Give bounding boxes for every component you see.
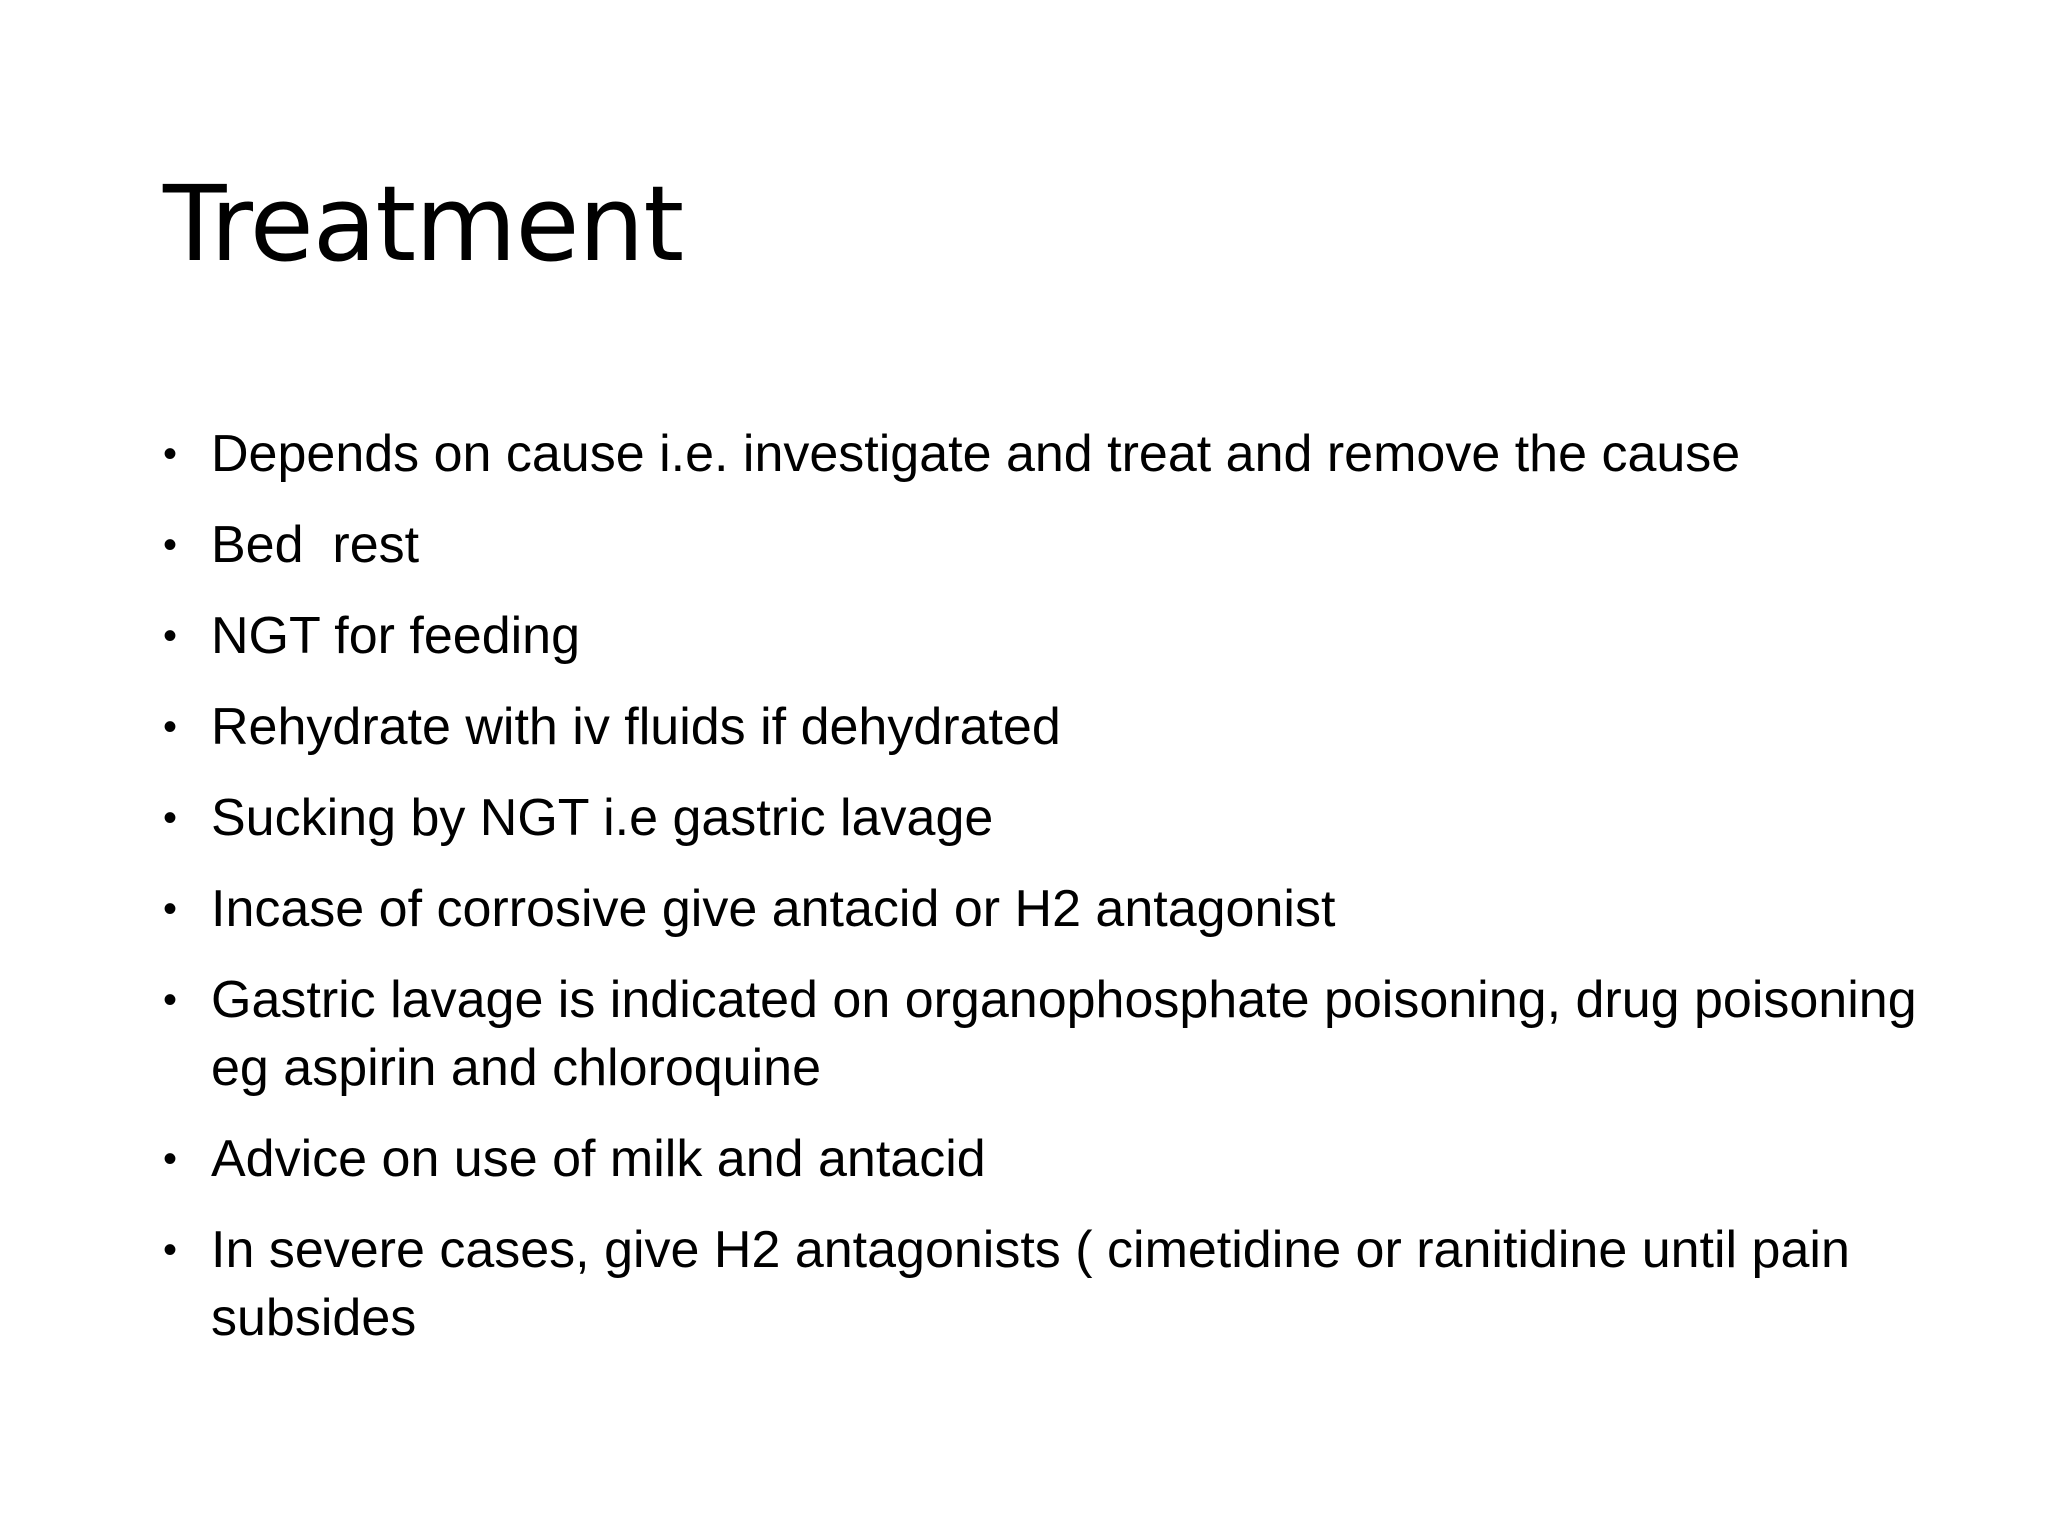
bullet-icon: •: [163, 887, 178, 931]
bullet-icon: •: [163, 1228, 178, 1272]
bullet-text: Sucking by NGT i.e gastric lavage: [211, 789, 994, 847]
list-item: [163, 602, 1923, 670]
list-item: [163, 511, 1923, 579]
bullet-icon: •: [163, 432, 178, 476]
bullet-text: NGT for feeding: [211, 607, 581, 665]
bullet-icon: •: [163, 1137, 178, 1181]
bullet-text: Depends on cause i.e. investigate and treat and remove the cause: [211, 425, 1741, 483]
list-item: [163, 784, 1923, 852]
bullet-icon: •: [163, 614, 178, 658]
bullet-text: In severe cases, give H2 antagonists ( cimetidine or ranitidine until pain subsides: [211, 1221, 1850, 1347]
bullet-text: Bed rest: [211, 516, 420, 574]
list-item: [163, 420, 1923, 488]
bullet-icon: •: [163, 705, 178, 749]
bullet-icon: •: [163, 523, 178, 567]
bullet-icon: •: [163, 796, 178, 840]
list-item: [163, 966, 1923, 1102]
bullet-icon: •: [163, 978, 178, 1022]
list-item: [163, 875, 1923, 943]
list-item: [163, 1125, 1923, 1193]
list-item: [163, 693, 1923, 761]
bullet-text: Rehydrate with iv fluids if dehydrated: [211, 698, 1061, 756]
bullet-text: Gastric lavage is indicated on organophosphate poisoning, drug poisoning eg aspirin and chloroquine: [211, 971, 1917, 1097]
slide-title: Treatment: [163, 163, 684, 285]
bullet-text: Advice on use of milk and antacid: [211, 1130, 986, 1188]
bullet-text: Incase of corrosive give antacid or H2 antagonist: [211, 880, 1336, 938]
bullet-list: [163, 420, 1923, 1375]
list-item: [163, 1216, 1923, 1352]
